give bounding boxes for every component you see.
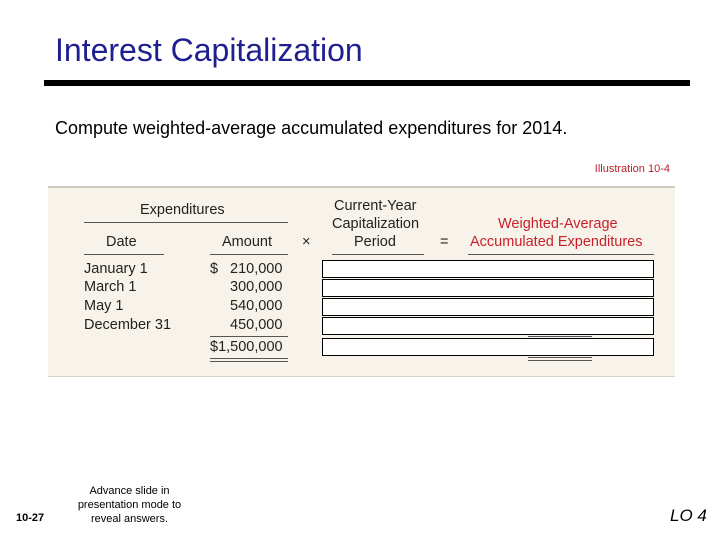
wa-header-line2: Accumulated Expenditures <box>470 234 643 250</box>
amount-header-rule <box>210 254 288 255</box>
total-double-rule-2 <box>210 361 288 362</box>
wa-double-rule-2 <box>528 360 592 361</box>
equals-symbol: = <box>440 234 449 250</box>
row-date-1: January 1 <box>84 261 148 277</box>
row-amount-3: 540,000 <box>230 298 283 314</box>
period-header-line3: Period <box>354 234 396 250</box>
total-double-rule-1 <box>210 358 288 359</box>
row-amount-2: 300,000 <box>230 279 283 295</box>
row-date-2: March 1 <box>84 279 137 295</box>
wa-header-line1: Weighted-Average <box>498 216 618 232</box>
slide-title: Interest Capitalization <box>55 32 363 68</box>
row-amount-1: 210,000 <box>230 261 283 277</box>
wa-double-rule-1 <box>528 357 592 358</box>
date-header: Date <box>106 234 137 250</box>
period-header-rule <box>332 254 424 255</box>
date-header-rule <box>84 254 164 255</box>
period-header-line1: Current-Year <box>334 198 417 214</box>
expenditures-table <box>48 186 675 377</box>
amount-header: Amount <box>222 234 272 250</box>
answer-box-total <box>322 338 654 356</box>
wa-total-rule <box>528 336 592 337</box>
row-date-4: December 31 <box>84 317 172 333</box>
presentation-note: Advance slide in presentation mode to reveal answers. <box>77 485 182 525</box>
total-rule <box>210 336 288 337</box>
answer-box-3 <box>322 298 654 316</box>
expenditures-header: Expenditures <box>140 202 225 218</box>
answer-box-2 <box>322 279 654 297</box>
wa-header-rule <box>468 254 654 255</box>
page-number: 10-27 <box>16 512 45 524</box>
answer-box-1 <box>322 260 654 278</box>
illustration-label: Illustration 10-4 <box>594 163 670 175</box>
title-rule <box>44 80 690 86</box>
row-date-3: May 1 <box>84 298 124 314</box>
expenditures-header-rule <box>84 222 288 223</box>
learning-objective: LO 4 <box>670 506 707 525</box>
total-amount: $1,500,000 <box>210 339 283 355</box>
row-amount-4: 450,000 <box>230 317 283 333</box>
times-symbol: × <box>302 234 311 250</box>
answer-box-4 <box>322 317 654 335</box>
slide-subtitle: Compute weighted-average accumulated expenditures for 2014. <box>55 118 568 138</box>
period-header-line2: Capitalization <box>332 216 420 232</box>
row-currency-1: $ <box>210 261 219 277</box>
